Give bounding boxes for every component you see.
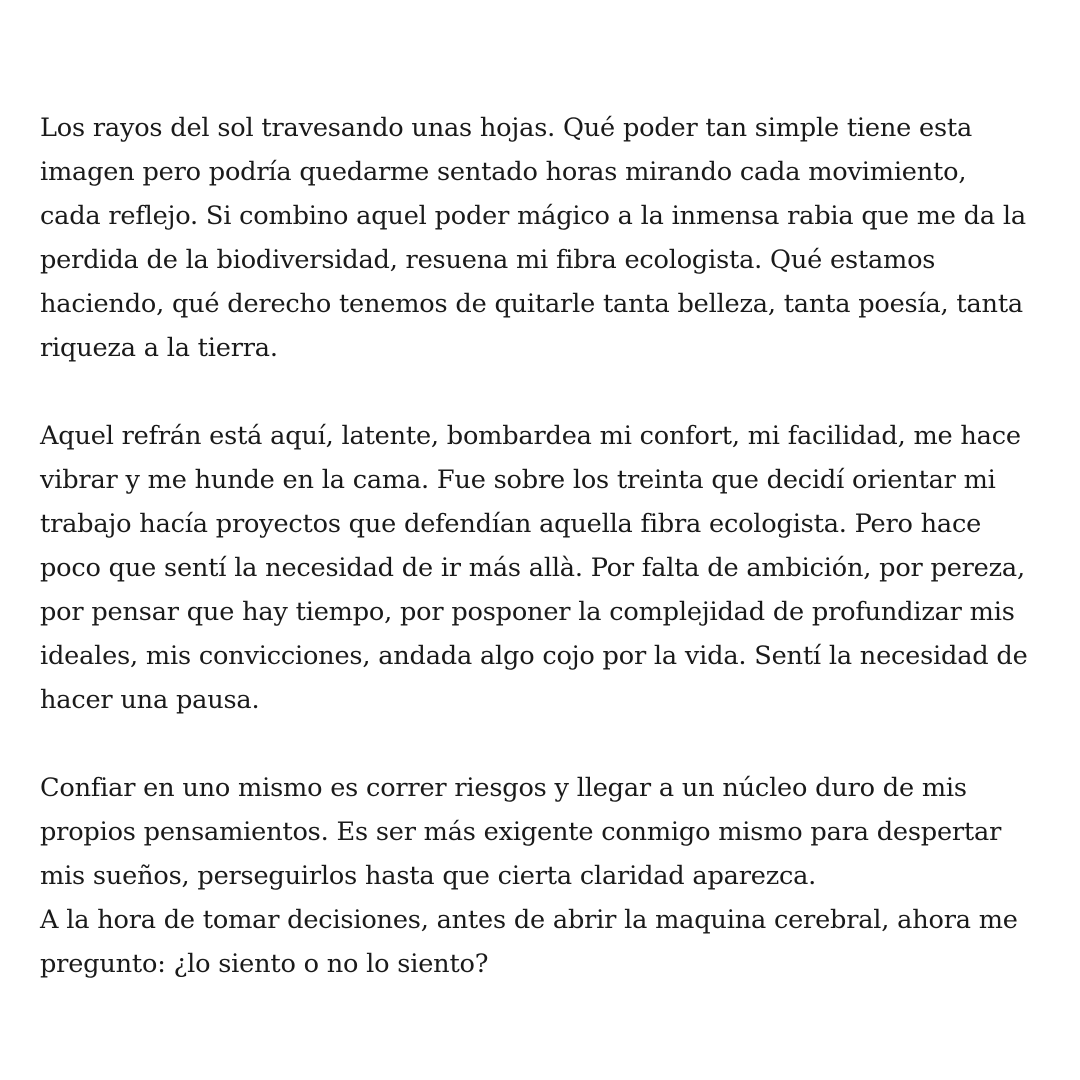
text-line: propios pensamientos. Es ser más exigente conmigo mismo para despertar	[40, 817, 1002, 847]
paragraph-3	[40, 766, 1050, 986]
paragraph-1	[40, 106, 1050, 370]
text-line: vibrar y me hunde en la cama. Fue sobre los treinta que decidí orientar mi	[40, 465, 996, 495]
text-line: trabajo hacía proyectos que defendían aquella fibra ecologista. Pero hace	[40, 509, 982, 539]
text-line: pregunto: ¿lo siento o no lo siento?	[40, 949, 489, 979]
text-line: cada reflejo. Si combino aquel poder mágico a la inmensa rabia que me da la	[40, 201, 1026, 231]
text-line: Confiar en uno mismo es correr riesgos y llegar a un núcleo duro de mis	[40, 773, 967, 803]
text-line: poco que sentí la necesidad de ir más allà. Por falta de ambición, por pereza,	[40, 553, 1025, 583]
document-body	[40, 106, 1050, 1030]
text-line: ideales, mis convicciones, andada algo cojo por la vida. Sentí la necesidad de	[40, 641, 1028, 671]
text-line: Los rayos del sol travesando unas hojas. Qué poder tan simple tiene esta	[40, 113, 973, 143]
text-line: perdida de la biodiversidad, resuena mi fibra ecologista. Qué estamos	[40, 245, 936, 275]
text-line: haciendo, qué derecho tenemos de quitarle tanta belleza, tanta poesía, tanta	[40, 289, 1023, 319]
text-line: riqueza a la tierra.	[40, 333, 278, 363]
text-line: Aquel refrán está aquí, latente, bombardea mi confort, mi facilidad, me hace	[40, 421, 1021, 451]
text-line: mis sueños, perseguirlos hasta que cierta claridad aparezca.	[40, 861, 817, 891]
text-line: por pensar que hay tiempo, por posponer la complejidad de profundizar mis	[40, 597, 1015, 627]
text-line: A la hora de tomar decisiones, antes de abrir la maquina cerebral, ahora me	[40, 905, 1018, 935]
paragraph-2	[40, 414, 1050, 722]
text-line: imagen pero podría quedarme sentado horas mirando cada movimiento,	[40, 157, 967, 187]
text-line: hacer una pausa.	[40, 685, 260, 715]
